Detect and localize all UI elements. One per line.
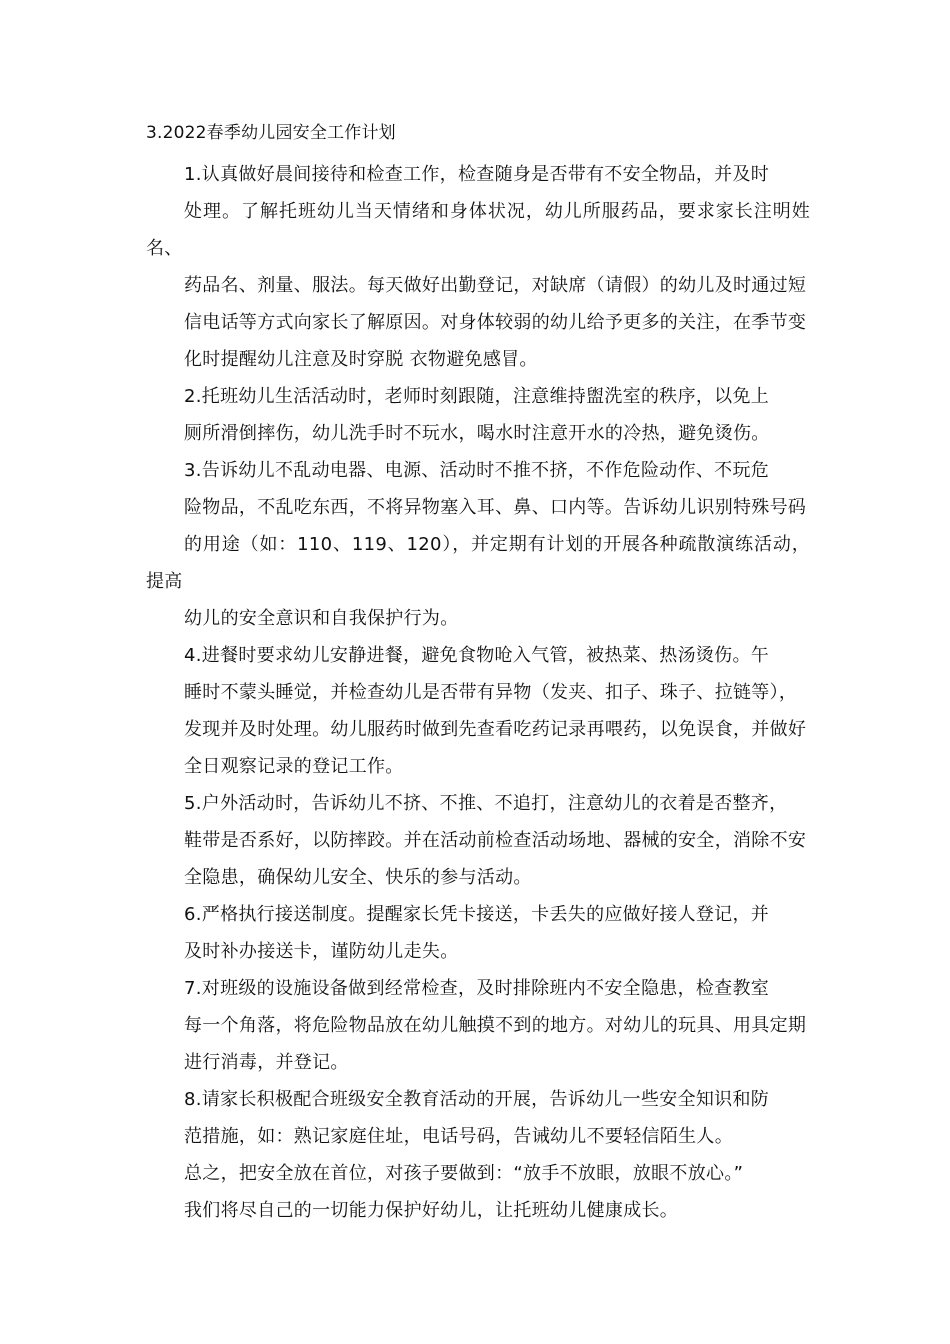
paragraph <box>146 785 810 896</box>
paragraph-line: 的用途（如：110、119、120），并定期有计划的开展各种疏散演练活动，提高 <box>146 534 810 592</box>
paragraph-line: 发现并及时处理。幼儿服药时做到先查看吃药记录再喂药，以免误食，并做好 <box>184 719 807 740</box>
paragraph-line: 进行消毒，并登记。 <box>184 1052 349 1073</box>
document-page <box>146 118 810 1229</box>
paragraph-line: 4.进餐时要求幼儿安静进餐，避免食物呛入气管，被热菜、热汤烫伤。午 <box>184 645 770 666</box>
paragraph <box>146 1155 810 1229</box>
paragraph-line: 3.告诉幼儿不乱动电器、电源、活动时不推不挤，不作危险动作、不玩危 <box>184 460 770 481</box>
paragraph-line: 8.请家长积极配合班级安全教育活动的开展，告诉幼儿一些安全知识和防 <box>184 1089 770 1110</box>
paragraph-line: 处理。了解托班幼儿当天情绪和身体状况，幼儿所服药品，要求家长注明姓名、 <box>146 201 810 259</box>
paragraph-line: 7.对班级的设施设备做到经常检查，及时排除班内不安全隐患，检查教室 <box>184 978 770 999</box>
paragraph-line: 1.认真做好晨间接待和检查工作，检查随身是否带有不安全物品，并及时 <box>184 164 770 185</box>
paragraph-line: 险物品，不乱吃东西，不将异物塞入耳、鼻、口内等。告诉幼儿识别特殊号码 <box>184 497 807 518</box>
document-body <box>146 156 810 1229</box>
paragraph <box>146 970 810 1081</box>
document-title: 3.2022春季幼儿园安全工作计划 <box>146 123 396 143</box>
paragraph-line: 我们将尽自己的一切能力保护好幼儿，让托班幼儿健康成长。 <box>184 1200 679 1221</box>
paragraph <box>146 452 810 637</box>
paragraph <box>146 1081 810 1155</box>
paragraph <box>146 156 810 378</box>
paragraph <box>146 378 810 452</box>
paragraph-line: 每一个角落，将危险物品放在幼儿触摸不到的地方。对幼儿的玩具、用具定期 <box>184 1015 807 1036</box>
paragraph-line: 幼儿的安全意识和自我保护行为。 <box>184 608 459 629</box>
paragraph-line: 6.严格执行接送制度。提醒家长凭卡接送，卡丢失的应做好接人登记，并 <box>184 904 770 925</box>
paragraph-line: 睡时不蒙头睡觉，并检查幼儿是否带有异物（发夹、扣子、珠子、拉链等）， <box>184 682 798 703</box>
paragraph-line: 总之，把安全放在首位，对孩子要做到：“放手不放眼，放眼不放心。” <box>184 1163 744 1184</box>
paragraph-line: 药品名、剂量、服法。每天做好出勤登记，对缺席（请假）的幼儿及时通过短 <box>184 275 807 296</box>
paragraph-line: 5.户外活动时，告诉幼儿不挤、不推、不追打，注意幼儿的衣着是否整齐， <box>184 793 788 814</box>
paragraph-line: 2.托班幼儿生活活动时，老师时刻跟随，注意维持盥洗室的秩序，以免上 <box>184 386 770 407</box>
paragraph-line: 全日观察记录的登记工作。 <box>184 756 404 777</box>
paragraph <box>146 896 810 970</box>
paragraph-line: 全隐患，确保幼儿安全、快乐的参与活动。 <box>184 867 532 888</box>
paragraph-line: 信电话等方式向家长了解原因。对身体较弱的幼儿给予更多的关注，在季节变 <box>184 312 807 333</box>
paragraph <box>146 637 810 785</box>
paragraph-line: 厕所滑倒摔伤，幼儿洗手时不玩水，喝水时注意开水的冷热，避免烫伤。 <box>184 423 770 444</box>
paragraph-line: 化时提醒幼儿注意及时穿脱 衣物避免感冒。 <box>184 349 538 370</box>
paragraph-line: 范措施，如：熟记家庭住址，电话号码，告诫幼儿不要轻信陌生人。 <box>184 1126 733 1147</box>
paragraph-line: 及时补办接送卡，谨防幼儿走失。 <box>184 941 459 962</box>
paragraph-line: 鞋带是否系好，以防摔跤。并在活动前检查活动场地、器械的安全，消除不安 <box>184 830 807 851</box>
